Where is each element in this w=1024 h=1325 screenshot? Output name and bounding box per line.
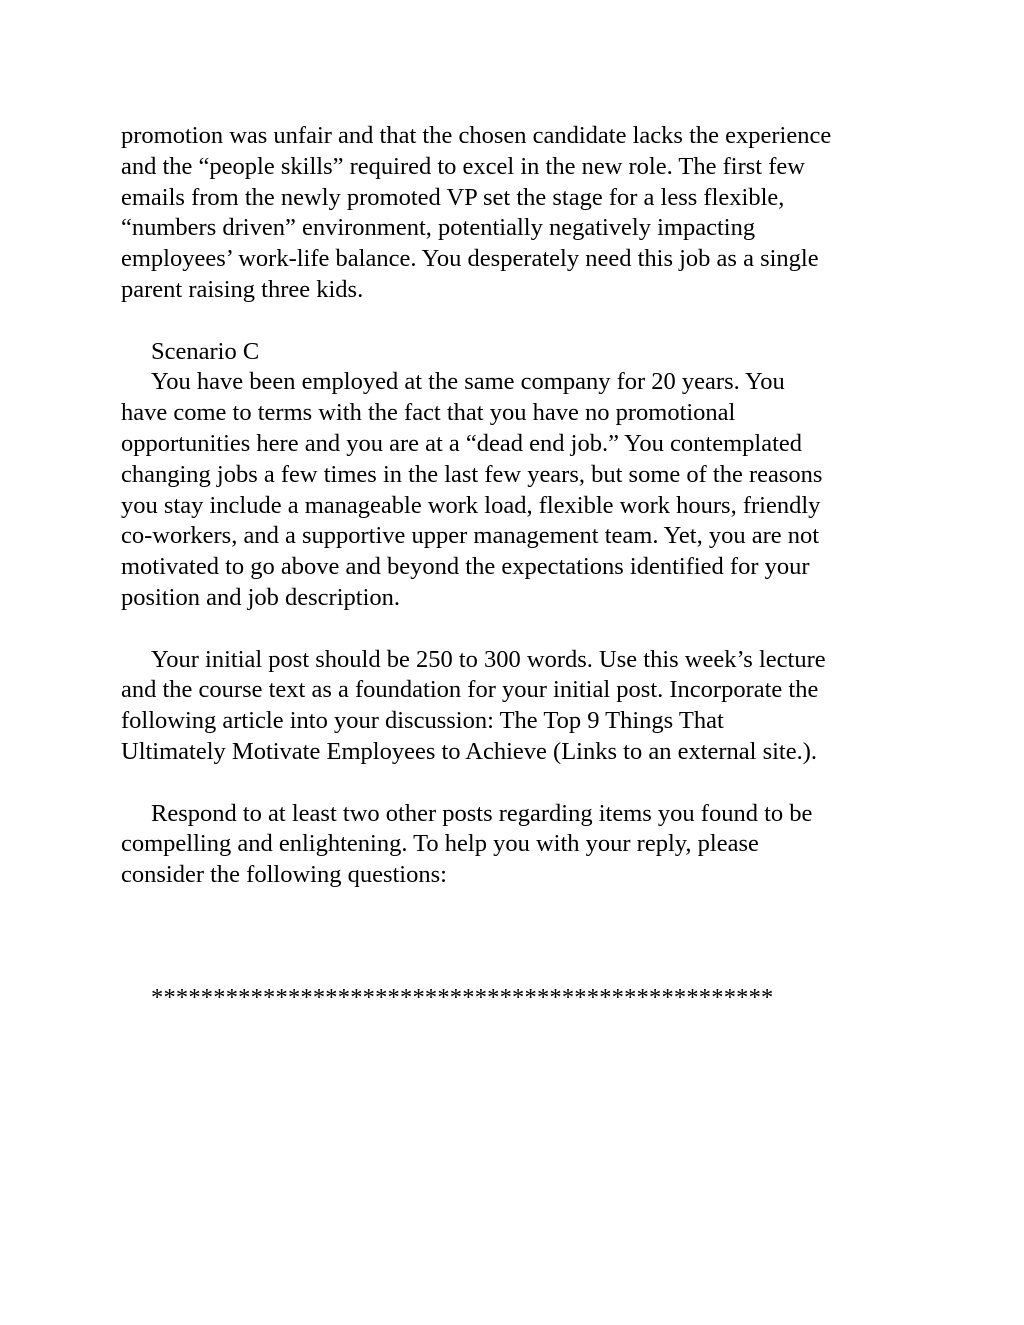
text-line: Your initial post should be 250 to 300 words. Use this week’s lecture	[151, 645, 826, 673]
spacer	[121, 306, 911, 337]
text-line: motivated to go above and beyond the expectations identified for your	[121, 553, 810, 581]
text-line: Ultimately Motivate Employees to Achieve (Links to an external site.).	[121, 737, 818, 765]
text-line: have come to terms with the fact that you have no promotional	[121, 399, 736, 427]
text-line: and the course text as a foundation for your initial post. Incorporate the	[121, 676, 819, 704]
text-line: position and job description.	[121, 583, 400, 611]
text-line: compelling and enlightening. To help you with your reply, please	[121, 830, 759, 858]
text-line: following article into your discussion: The Top 9 Things That	[121, 707, 724, 735]
text-line: and the “people skills” required to excel in the new role. The first few	[121, 152, 805, 180]
document-page	[121, 121, 911, 1014]
text-line: changing jobs a few times in the last few years, but some of the reasons	[121, 460, 823, 488]
text-line: employees’ work-life balance. You desperately need this job as a single	[121, 245, 819, 273]
spacer	[121, 891, 911, 983]
scenario-heading: Scenario C	[151, 337, 260, 365]
text-line: “numbers driven” environment, potentially negatively impacting	[121, 214, 756, 242]
text-line: parent raising three kids.	[121, 275, 364, 303]
text-line: co-workers, and a supportive upper management team. Yet, you are not	[121, 522, 820, 550]
paragraph-promotion	[121, 121, 911, 306]
asterisk-separator: **************************************************	[151, 983, 774, 1011]
scenario-c-section	[121, 337, 911, 614]
text-line: Respond to at least two other posts regarding items you found to be	[151, 799, 813, 827]
spacer	[121, 614, 911, 645]
paragraph-respond	[121, 799, 911, 891]
text-line: consider the following questions:	[121, 861, 447, 889]
text-line: opportunities here and you are at a “dead end job.” You contemplated	[121, 429, 803, 457]
spacer	[121, 768, 911, 799]
text-line: promotion was unfair and that the chosen candidate lacks the experience	[121, 122, 832, 149]
text-line: emails from the newly promoted VP set the stage for a less flexible,	[121, 183, 785, 211]
text-line: You have been employed at the same company for 20 years. You	[151, 368, 785, 396]
text-line: you stay include a manageable work load, flexible work hours, friendly	[121, 491, 821, 519]
paragraph-initial-post	[121, 645, 911, 768]
